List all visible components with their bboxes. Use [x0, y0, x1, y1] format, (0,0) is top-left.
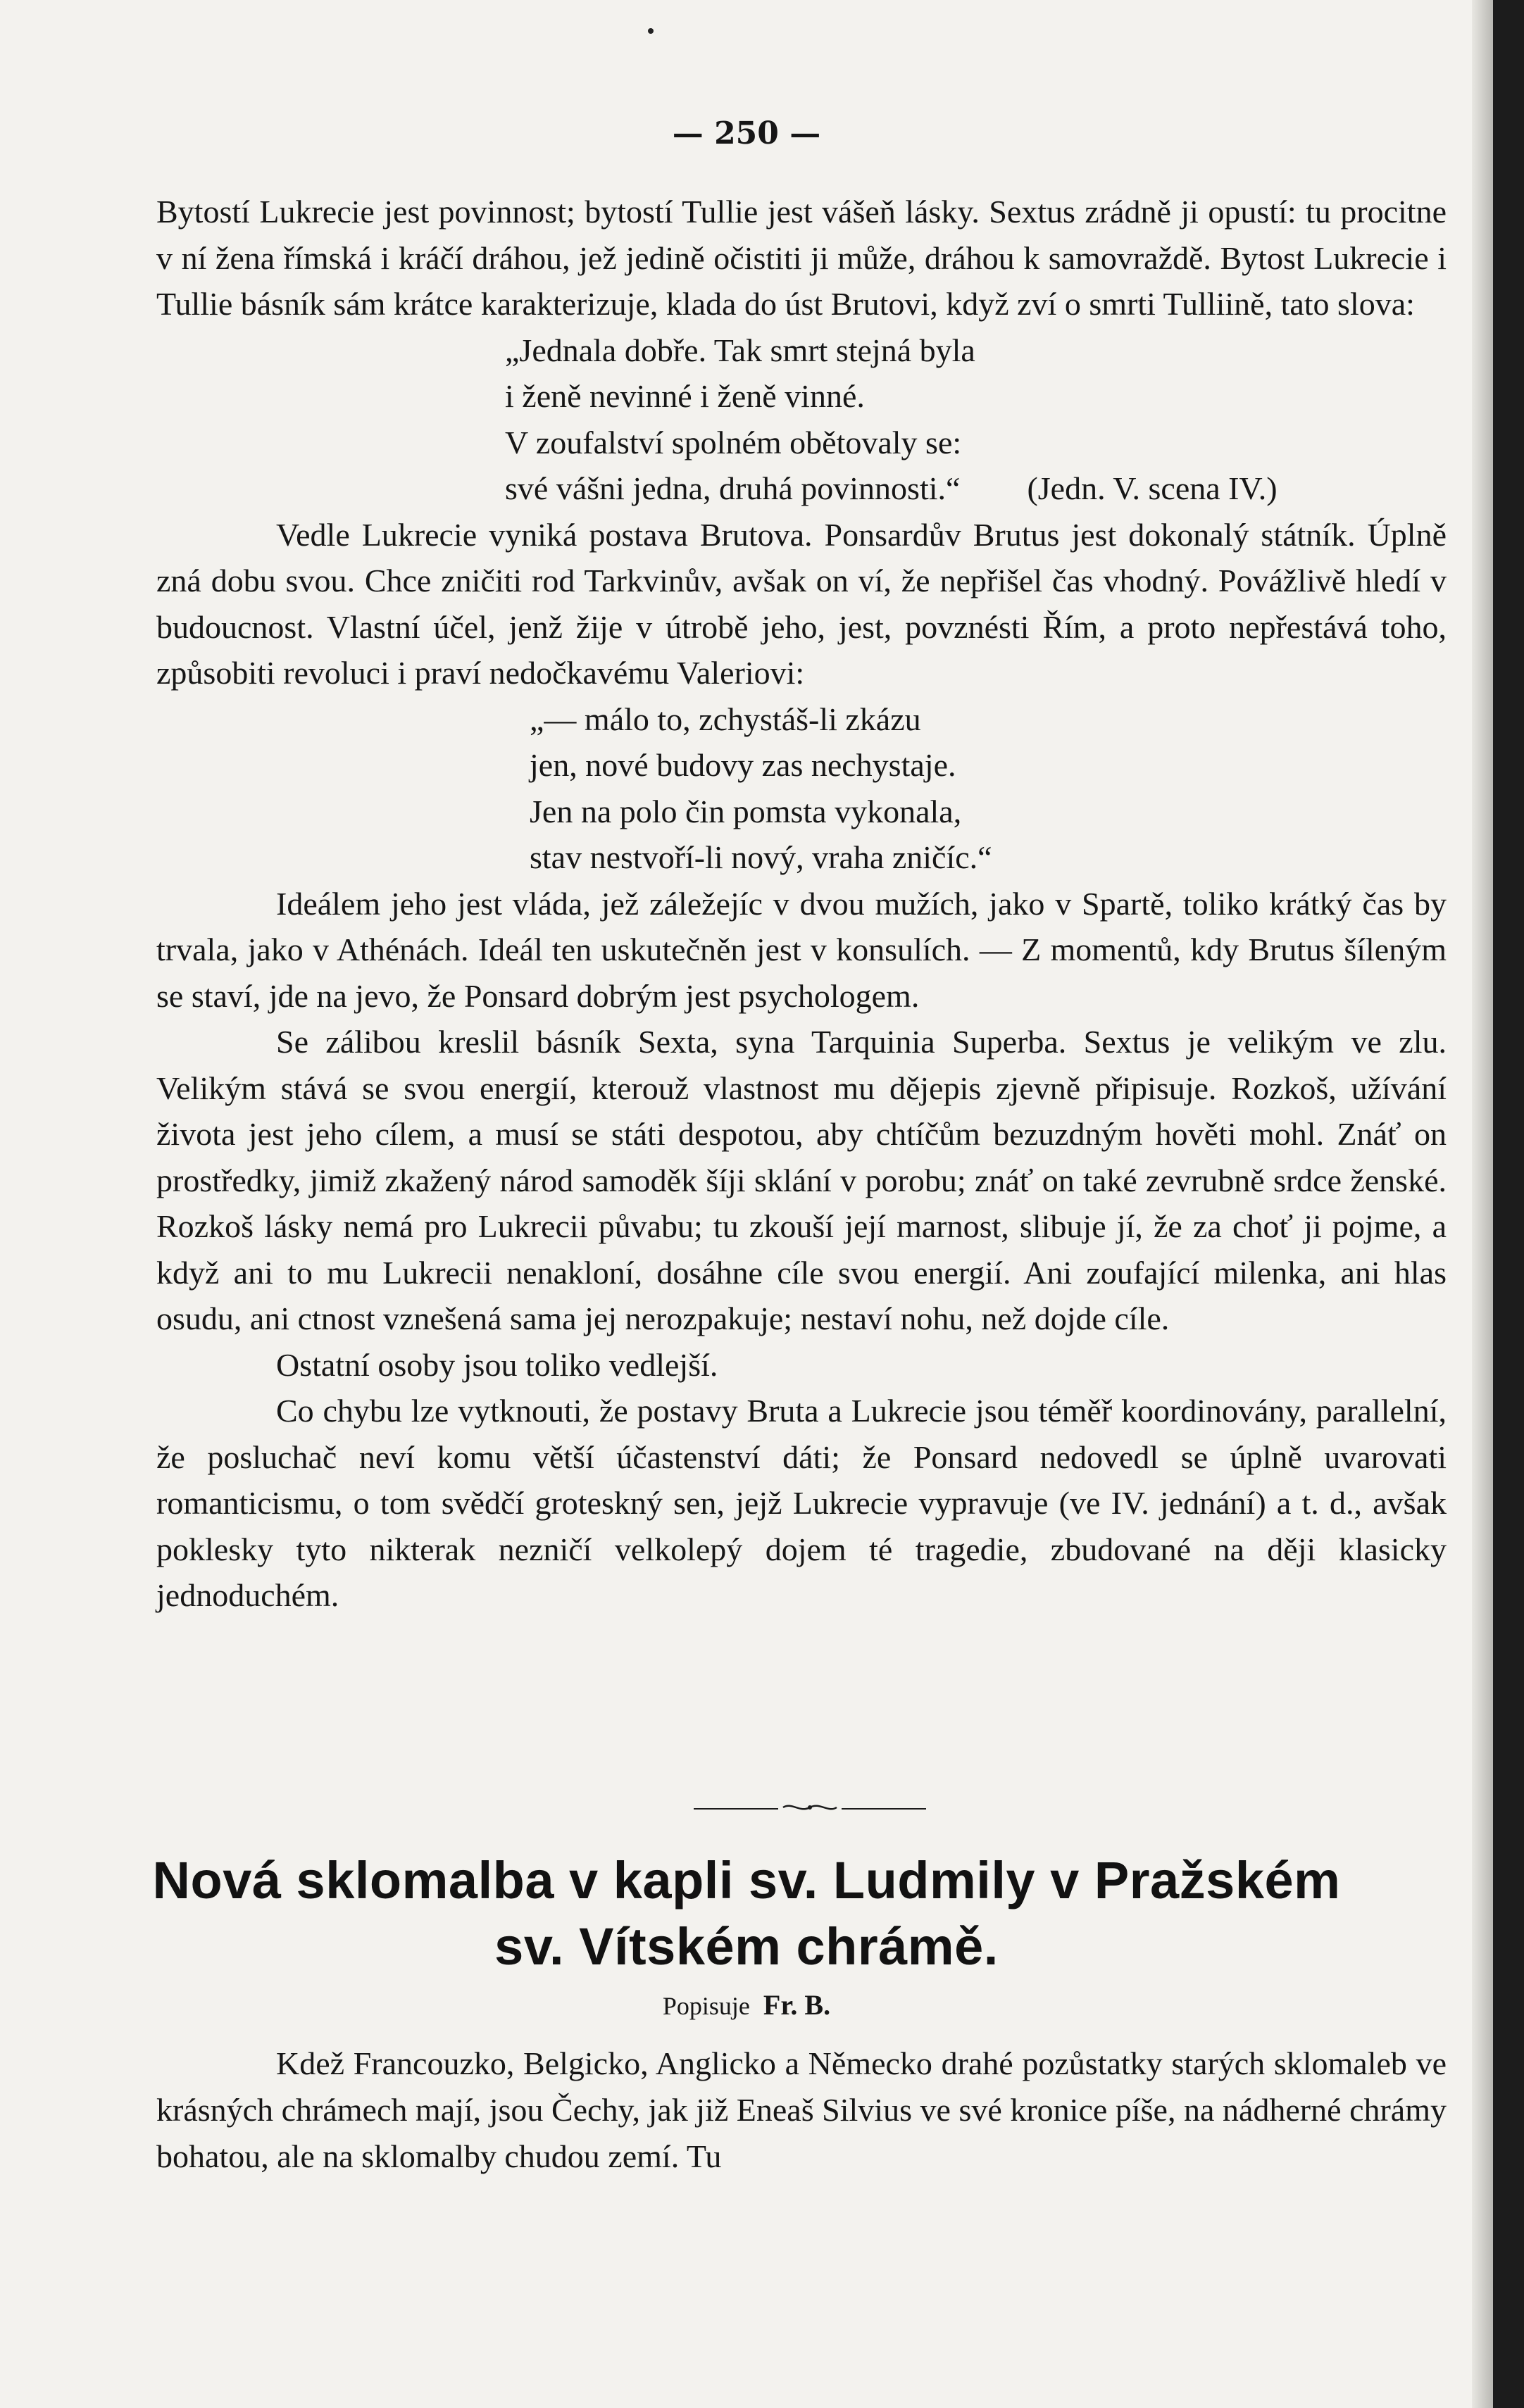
section-divider: [694, 1807, 926, 1811]
verse-2-line-4: stav nestvoří-li nový, vraha zničíc.“: [530, 839, 992, 875]
article-byline: [0, 1988, 1493, 2021]
verse-1-line-4-text: své vášni jedna, druhá povinnosti.“: [505, 470, 961, 506]
verse-1-line-3: V zoufalství spolném obětovaly se:: [505, 424, 962, 460]
verse-2-line-2: jen, nové budovy zas nechystaje.: [530, 747, 956, 783]
verse-1-line-4: [156, 465, 1447, 512]
paragraph-2: Vedle Lukrecie vyniká postava Brutova. Ponsardův Brutus jest dokonalý státník. Úplně zná dobu svou. Chce zničiti rod Tarkvinův, avšak on ví, že nepřišel čas vhodný. Povážlivě hledí v budoucnost. Vlastní účel, jenž žije v útrobě jeho, jest, povznésti Řím, a proto nepřestává toho, způsobiti revoluci i praví nedočkavému Valeriovi:: [156, 516, 1447, 691]
paragraph-1: Bytostí Lukrecie jest povinnost; bytostí Tullie jest vášeň lásky. Sextus zrádně ji opustí: tu procitne v ní žena římská i kráčí dráhou, jež jedině očistiti ji může, dráhou k samovraždě. Bytost Lukrecie i Tullie básník sám krátce karakterizuje, klada do úst Brutovi, když zví o smrti Tulliině, tato slova:: [156, 194, 1447, 322]
paragraph-6: Co chybu lze vytknouti, že postavy Bruta a Lukrecie jsou téměř koordinovány, parallelní, že posluchač neví komu větší účastenství dáti; že Ponsard nedovedl se úplně uvarovati romanticismu, o tom svědčí groteskný sen, jejž Lukrecie vypravuje (ve IV. jednání) a t. d., avšak poklesky tyto nikterak nezničí velkolepý dojem té tragedie, zbudované na ději klasicky jednoduchém.: [156, 1393, 1447, 1613]
page-number: — 250 —: [672, 115, 821, 151]
divider-rule-left: [694, 1808, 778, 1810]
paragraph-5: Ostatní osoby jsou toliko vedlejší.: [276, 1346, 718, 1383]
main-text-column: [156, 189, 1447, 1619]
article-intro-paragraph: Kdež Francouzko, Belgicko, Anglicko a Německo drahé pozůstatky starých sklomaleb ve krásných chrámech mají, jsou Čechy, jak již Eneaš Silvius ve své kronice píše, na nádherné chrámy bohatou, ale na sklomalby chudou zemí. Tu: [156, 2045, 1447, 2174]
byline-author: Fr. B.: [763, 1989, 831, 2021]
divider-ornament-icon: [782, 1802, 838, 1813]
article-title-line-2: sv. Vítském chrámě.: [494, 1917, 999, 1976]
verse-1-line-2: i ženě nevinné i ženě vinné.: [505, 378, 865, 414]
byline-prefix: Popisuje: [662, 1992, 750, 2020]
print-mark: [648, 28, 654, 34]
paragraph-3: Ideálem jeho jest vláda, jež záležejíc v dvou mužích, jako v Spartě, toliko krátký čas by trvala, jako v Athénách. Ideál ten uskutečněn jest v konsulích. — Z momentů, kdy Brutus šíleným se staví, jde na jevo, že Ponsard dobrým jest psychologem.: [156, 885, 1447, 1014]
verse-1-citation: (Jedn. V. scena IV.): [1027, 470, 1278, 506]
verse-2-line-1: „— málo to, zchystáš-li zkázu: [530, 701, 921, 737]
verse-1-line-1: „Jednala dobře. Tak smrt stejná byla: [505, 332, 975, 368]
article-title-line-1: Nová sklomalba v kapli sv. Ludmily v Pražském: [152, 1851, 1341, 1910]
verse-2-line-3: Jen na polo čin pomsta vykonala,: [530, 793, 962, 829]
divider-rule-right: [842, 1808, 926, 1810]
paragraph-4: Se zálibou kreslil básník Sexta, syna Tarquinia Superba. Sextus je velikým ve zlu. Velikým stává se svou energií, kterouž vlastnost mu dějepis zjevně připisuje. Rozkoš, užívání života jest jeho cílem, a musí se státi despotou, aby chtíčům bezuzdným hověti mohl. Znáť on prostředky, jimiž zkažený národ samoděk šíji sklání v porobu; znáť on také zevrubně srdce ženské. Rozkoš lásky nemá pro Lukrecii půvabu; tu zkouší její marnost, slibuje jí, že za choť ji pojme, a když ani to mu Lukrecii nenakloní, dosáhne cíle svou energií. Ani zoufající milenka, ani hlas osudu, ani ctnost vznešená sama jej nerozpakuje; nestaví nohu, než dojde cíle.: [156, 1024, 1447, 1336]
verse-quote-1: [156, 327, 1447, 512]
verse-quote-2: [156, 696, 1447, 881]
